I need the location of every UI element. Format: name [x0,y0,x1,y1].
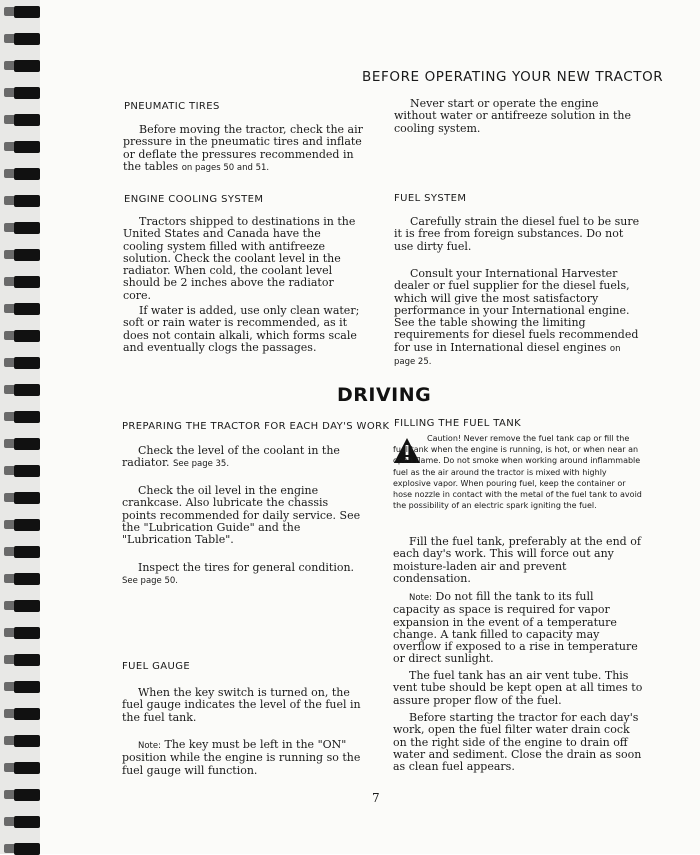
fill-note-text: Do not fill the tank to its full capacity as space is required for vapor expansion in the event of a temperature change. A tank filled to capacity may overflow if exposed to a rise in temperature or direct sunlight. [393,590,638,666]
binding-ring [14,627,40,639]
comb-binding [0,0,40,854]
heading-filling-fuel-tank: FILLING THE FUEL TANK [394,418,522,429]
heading-fuel-system: FUEL SYSTEM [394,193,467,204]
prep-3-text: Inspect the tires for general condition. [138,561,355,574]
binding-ring [14,114,40,126]
binding-ring [14,60,40,72]
heading-engine-cooling: ENGINE COOLING SYSTEM [124,194,264,205]
caution-text: Caution! Never remove the fuel tank cap or fill the fuel tank when the engine is running, is hot, or when near an open flame. Do not smoke when working around inflammable fuel as the air around the tractor is mixed with highly explosive vapor. When pouring fuel, keep the container or hose nozzle in contact with the metal of the fuel tank to avoid the possibility of an electric spark igniting the fuel. [393,434,642,511]
binding-ring [14,141,40,153]
paragraph-fill-2: The fuel tank has an air vent tube. This vent tube should be kept open at all times to assure proper flow of the fuel. [393,669,643,707]
page-number: 7 [372,791,380,805]
binding-ring [14,195,40,207]
paragraph-prep-2: Check the oil level in the engine crankcase. Also lubricate the chassis points recommended for daily service. See the "Lubrication Guide" and the "Lubrication Table". [122,484,361,547]
binding-ring [14,87,40,99]
paragraph-fill-1: Fill the fuel tank, preferably at the end of each day's work. This will force out any moisture-laden air and prevent condensation. [393,535,641,585]
paragraph-prep-1 [122,445,362,471]
binding-ring [14,357,40,369]
paragraph-gauge-note [122,739,368,777]
caution-paragraph [393,433,645,511]
binding-ring [14,762,40,774]
heading-preparing-tractor: PREPARING THE TRACTOR FOR EACH DAY'S WORK [122,421,390,432]
binding-ring [14,168,40,180]
binding-ring [14,303,40,315]
binding-ring [14,411,40,423]
binding-ring [14,249,40,261]
running-head: BEFORE OPERATING YOUR NEW TRACTOR [362,69,664,85]
paragraph-fuel-2 [394,268,644,368]
paragraph-fill-3: Before starting the tractor for each day's work, open the fuel filter water drain cock on the right side of the engine to drain off water and sediment. Close the drain as soon as clean fuel appears. [393,711,642,774]
heading-pneumatic-tires: PNEUMATIC TIRES [124,101,220,112]
paragraph-gauge-1: When the key switch is turned on, the fuel gauge indicates the level of the fuel in the fuel tank. [122,686,361,724]
fuel-2-text: Consult your International Harvester dealer or fuel supplier for the diesel fuels, which will give the most satisfactory performance in your International engine. See the table showing the limiting requirements for diesel fuels recommended for use in International diesel engines [394,267,639,354]
gauge-note-text: The key must be left in the "ON" position while the engine is running so the fuel gauge will function. [122,738,361,777]
fill-note-label: Note: [409,593,432,603]
heading-fuel-gauge: FUEL GAUGE [122,661,191,672]
binding-ring [14,222,40,234]
binding-ring [14,6,40,18]
binding-ring [14,816,40,828]
binding-ring [14,843,40,855]
binding-ring [14,789,40,801]
binding-ring [14,573,40,585]
pneumatic-page-ref: on pages 50 and 51. [181,162,270,173]
binding-ring [14,681,40,693]
binding-ring [14,33,40,45]
prep-3-ref: See page 50. [122,576,179,587]
binding-ring [14,492,40,504]
paragraph-fill-note [393,591,643,666]
pneumatic-text: Before moving the tractor, check the air pressure in the pneumatic tires and inflate or deflate the pressures recommended in the tables [123,123,363,173]
fuel-page-ref: on page 25. [394,343,621,368]
binding-ring [14,519,40,531]
binding-ring [14,546,40,558]
paragraph-cooling-1: Tractors shipped to destinations in the United States and Canada have the cooling system filled with antifreeze solution. Check the coolant level in the radiator. When cold, the coolant level should be 2 inches above the radiator core. [123,215,356,302]
paragraph-fuel-1: Carefully strain the diesel fuel to be sure it is free from foreign substances. Do not use dirty fuel. [394,215,640,253]
binding-ring [14,465,40,477]
binding-ring [14,735,40,747]
paragraph-prep-3 [122,562,366,588]
binding-ring [14,384,40,396]
binding-ring [14,438,40,450]
gauge-note-label: Note: [138,741,161,751]
paragraph-cooling-2: If water is added, use only clean water; soft or rain water is recommended, as it does not contain alkali, which forms scale and eventually clogs the passages. [123,304,360,354]
binding-ring [14,708,40,720]
binding-ring [14,654,40,666]
binding-ring [14,600,40,612]
prep-1-ref: See page 35. [173,459,230,470]
paragraph-pneumatic-tires [123,124,369,174]
binding-ring [14,330,40,342]
section-title-driving: DRIVING [337,384,432,406]
paragraph-never-start: Never start or operate the engine without water or antifreeze solution in the cooling system. [394,97,631,135]
prep-1-text: Check the level of the coolant in the radiator. [122,444,340,470]
binding-ring [14,276,40,288]
